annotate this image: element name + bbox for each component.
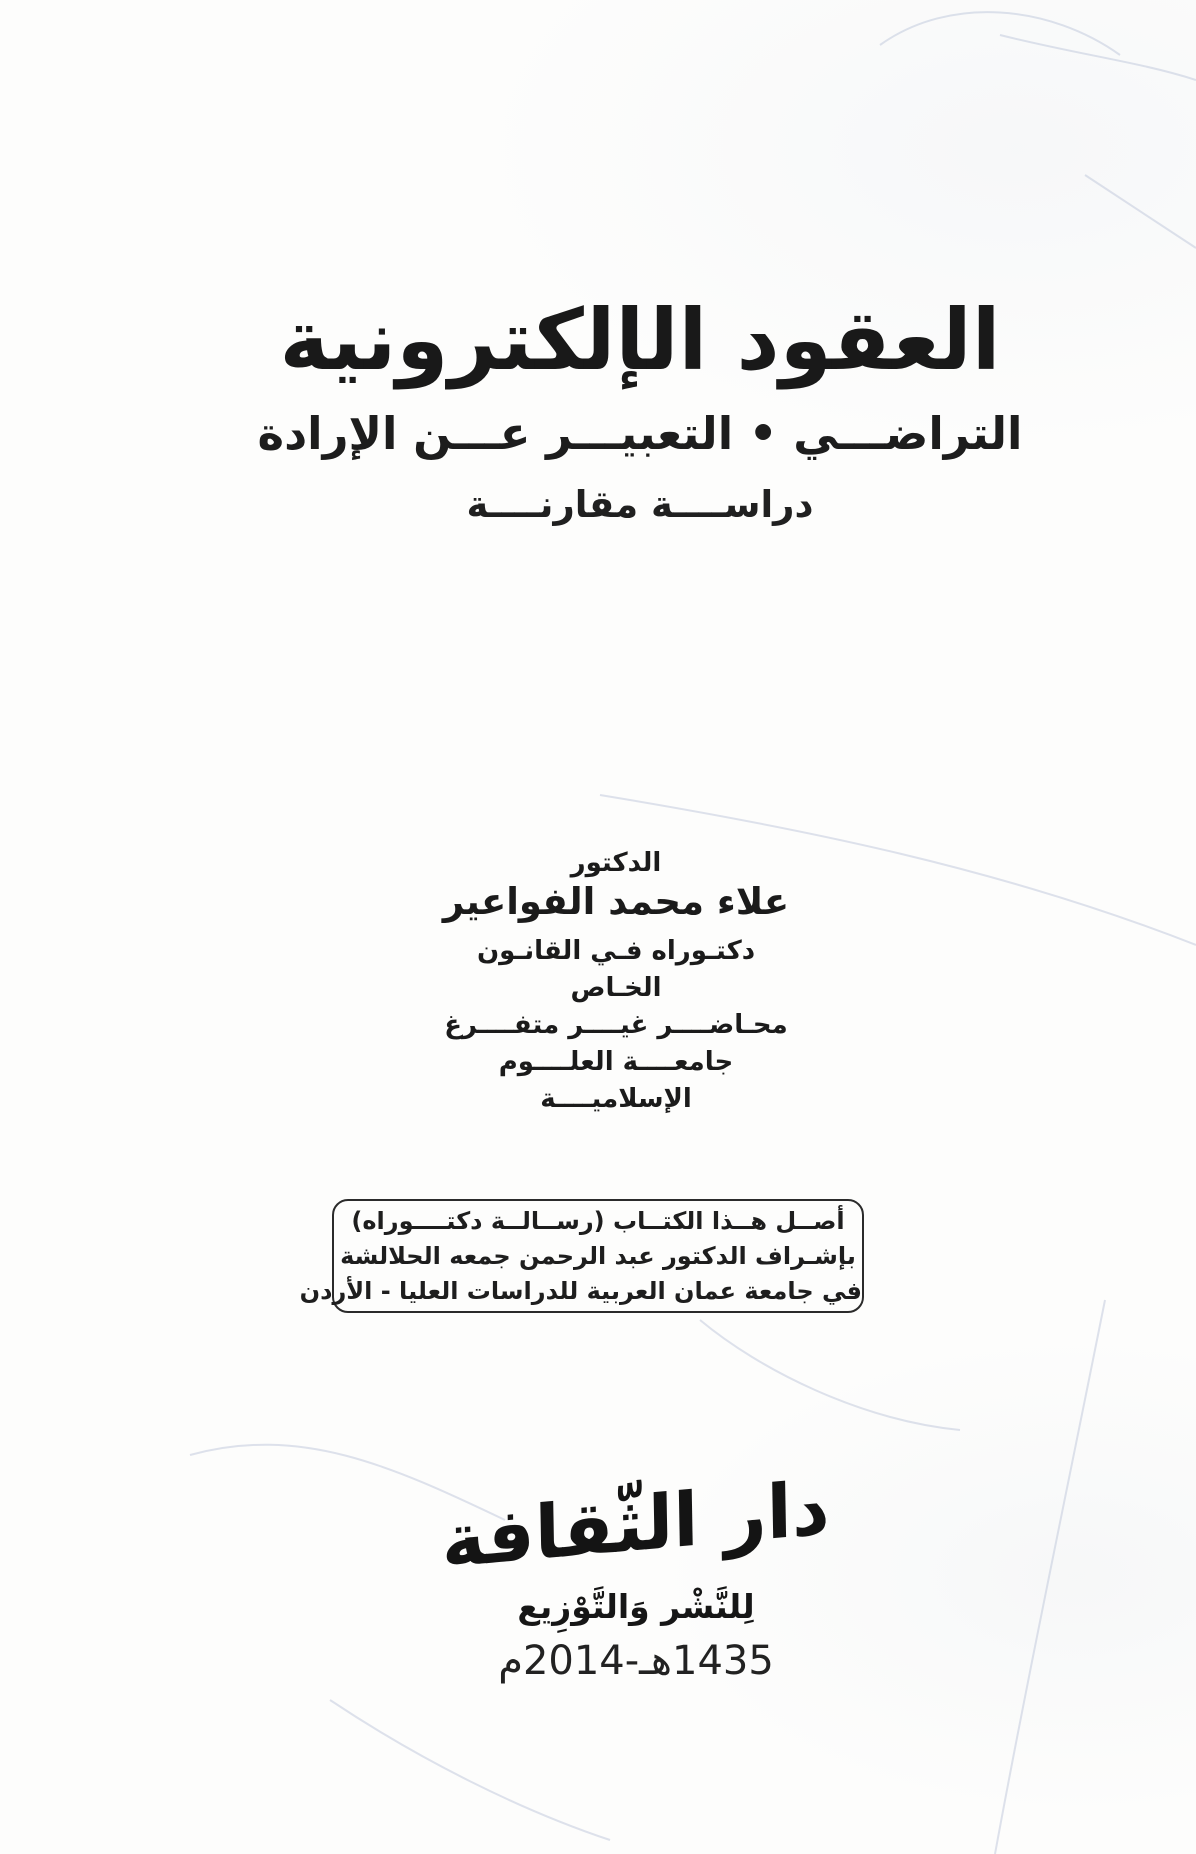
thesis-note-line-2: بإشـراف الدكتور عبد الرحمن جمعه الحلالشة <box>340 1241 856 1270</box>
title-block <box>84 288 1196 526</box>
book-title: العقود الإلكترونية <box>279 291 1001 389</box>
publisher-name-calligraphy: دار الثّقافة <box>441 1464 831 1586</box>
author-credential-position: محـاضــــر غيــــر متفــــرغ <box>444 1010 788 1040</box>
author-block <box>430 848 802 1118</box>
thesis-note-line-1: أصــل هــذا الكتــاب (رســالــة دكتــــوراه) <box>351 1206 845 1235</box>
author-honorific: الدكتور <box>570 848 662 878</box>
thesis-note-line-3: في جامعة عمان العربية للدراسات العليا - الأردن <box>299 1276 862 1305</box>
thesis-note-box <box>299 1199 864 1313</box>
publication-date: 1435هـ-2014م <box>498 1638 774 1684</box>
author-credential-degree: دكتـوراه فـي القانـون الخـاص <box>476 936 756 1003</box>
publisher-block <box>398 1464 874 1684</box>
author-name: علاء محمد الفواعير <box>442 880 790 923</box>
publisher-tagline: لِلنَّشْر وَالتَّوْزِيع <box>517 1587 755 1626</box>
study-type-label: دراســــة مقارنــــة <box>466 483 814 526</box>
book-subtitle: التراضـــي • التعبيـــر عـــن الإرادة <box>257 407 1023 460</box>
author-credential-university: جامعــــة العلــــوم الإسلاميــــة <box>498 1047 734 1114</box>
publisher-logo <box>398 1464 874 1586</box>
